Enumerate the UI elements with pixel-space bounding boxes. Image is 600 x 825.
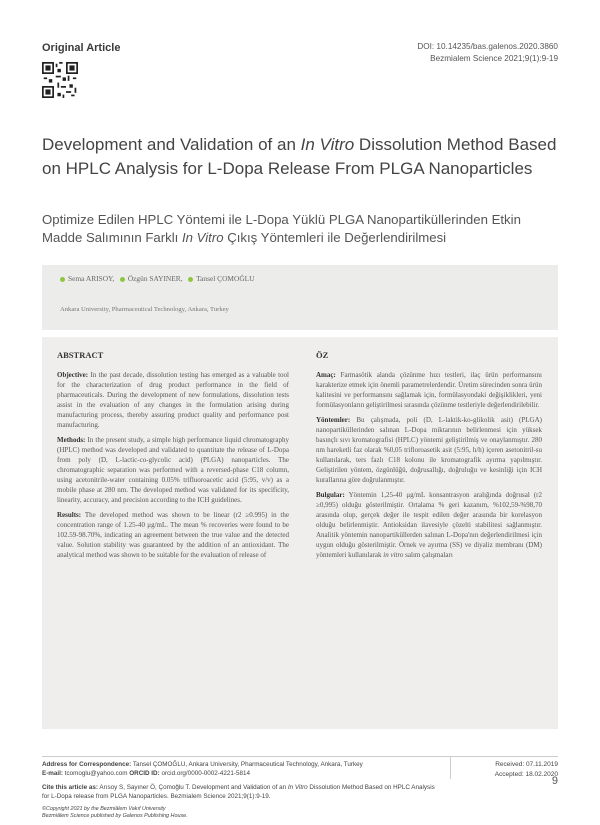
abstract-methods: Methods: In the present study, a simple high performance liquid chromatography (HPLC) method was developed and validated to quantitate the release of L-Dopa from poly (D, L-lactic-co-glycolic acid) (PLGA) nanoparticles. The chromatographic separation was performed with a reversed-phase C18 column, using acetonitrile-water containing 0.05% trifluoroacetic acid (5:95, v/v) as a mobile phase at 280 nm. The developed method was validated for its specificity, linearity, accuracy, and precision according to the ICH guidelines. [57, 436, 289, 504]
author-list [60, 274, 255, 283]
correspondence: Address for Correspondence: Tansel ÇOMOĞLU, Ankara University, Pharmaceutical Technology, Ankara, Turkey E-mail: tcomoglu@yahoo.com ORCID ID: orcid.org/0000-0002-4221-5814 [42, 761, 363, 777]
article-title-turkish: Optimize Edilen HPLC Yöntemi ile L-Dopa Yüklü PLGA Nanopartiküllerinden Etkin Madde Salımının Farklı In Vitro Çıkış Yöntemleri ile Değerlendirilmesi [42, 212, 521, 245]
oz-yontemler: Yöntemler: Bu çalışmada, poli (D, L-laktik-ko-glikolik asit) (PLGA) nanopartiküllerinden salınan L-Dopa miktarının belirlenmesi için yüksek basınçlı sıvı kromatografisi (HPLC) yöntemi geliştirilmiş ve onaylanmıştır. 280 nm hareketli faz olarak %0,05 trifloroasetik asit (5:95, h/h) içeren asetonitril-su kullanılarak, ters fazlı C18 kolonu ile kromatografik ayırma yapılmıştır. Geliştirilen yöntem, özgünlüğü, doğrusallığı, doğruluğu ve kesinliği için ICH kurallarına göre doğrulanmıştır. [316, 416, 542, 484]
affiliation: Ankara University, Pharmaceutical Technology, Ankara, Turkey [60, 306, 229, 313]
dates [495, 760, 558, 780]
orcid-icon [120, 277, 125, 282]
oz-amac: Amaç: Farmasötik alanda çözünme hızı testleri, ilaç ürün performansını karakterize etmek için önemli parametrelerdendir. Üretim sürecinden sonra ürün kalitesini ve performansını sağlamak için, formülasyondaki değişiklikleri, yeni formülasyonların geliştirilmesi sırasında çözünme testleriyle değerlendirilebilir. [316, 371, 543, 409]
author[interactable]: Özgün SAYINER, [120, 274, 183, 283]
abstract-objective: Objective: In the past decade, dissolution testing has emerged as a valuable tool for the characterization of drug product performance in the field of pharmaceuticals. During the development of new formulations, dissolution tests assist in the evaluation of any changes in the formulation arising during manufacturing process, thereby assuring product quality and performance post manufacturing. [57, 371, 290, 429]
qr-code-icon [42, 62, 78, 98]
abstract-heading: ABSTRACT [57, 350, 104, 360]
author[interactable]: Tansel ÇOMOĞLU [188, 274, 254, 283]
accepted-date: Accepted: 18.02.2020 [494, 771, 558, 778]
orcid-icon [188, 277, 193, 282]
footer-notes [42, 760, 442, 825]
orcid-icon [60, 277, 65, 282]
footer-vertical-divider [450, 757, 451, 779]
oz-bulgular: Bulgular: Yöntemin 1,25-40 μg/mL konsantrasyon aralığında doğrusal (r2 ≥0,995) olduğu gösterilmiştir. Ortalama % geri kazanım, %102,59-%98,70 arasında olup, gerçek değer ile tespit edilen değer arasında bir korelasyon olduğu belirlenmiştir. Antioksidan ilavesiyle çözelti stabilitesi sağlanmıştır. Analitik yöntemin nanopartiküllerden salınan L-Dopa'nın değerlendirilmesi için uygun olduğu gösterilmiştir. Örnek ve ayırma (SS) ve diyaliz membranı (DM) yöntemleri kullanılarak in vitro salım çalışmaları [316, 491, 542, 559]
article-title: Development and Validation of an In Vitro Dissolution Method Based on HPLC Analysis for L-Dopa Release From PLGA Nanoparticles [42, 135, 557, 178]
abstract-results: Results: The developed method was shown to be linear (r2 ≥0.995) in the concentration range of 1.25-40 μg/mL. The mean % recoveries were found to be 102.59-98.70%, indicating an agreement between the true value and the detected value. Solution stability was guaranteed by the addition of an antioxidant. The analytical method was shown to be suitable for the evaluation of release of [57, 511, 289, 559]
email-link[interactable]: tcomoglu@yahoo.com [64, 770, 128, 777]
abstract-english [57, 350, 289, 565]
doi-block [417, 41, 558, 65]
journal-citation: Bezmialem Science 2021;9(1):9-19 [430, 54, 558, 63]
copyright: ©Copyright 2021 by the Bezmiâlem Vakıf University Bezmiâlem Science published by Galenos Publishing House. [42, 806, 188, 819]
author[interactable]: Sema ARISOY, [60, 274, 114, 283]
received-date: Received: 07.11.2019 [495, 761, 558, 768]
page-number: 9 [551, 775, 558, 787]
oz-heading: ÖZ [316, 350, 329, 360]
footer-divider [42, 756, 558, 757]
cite-as: Cite this article as: Arısoy S, Sayıner Ö, Çomoğlu T. Development and Validation of an In Vitro Dissolution Method Based on HPLC Analysis for L-Dopa release from PLGA Nanoparticles. Bezmialem Science 2021;9(1):9-19. [42, 784, 435, 800]
abstract-turkish [316, 350, 542, 565]
doi[interactable]: DOI: 10.14235/bas.galenos.2020.3860 [417, 42, 558, 51]
article-type: Original Article [42, 42, 121, 54]
orcid-link[interactable]: orcid.org/0000-0002-4221-5814 [161, 770, 251, 777]
